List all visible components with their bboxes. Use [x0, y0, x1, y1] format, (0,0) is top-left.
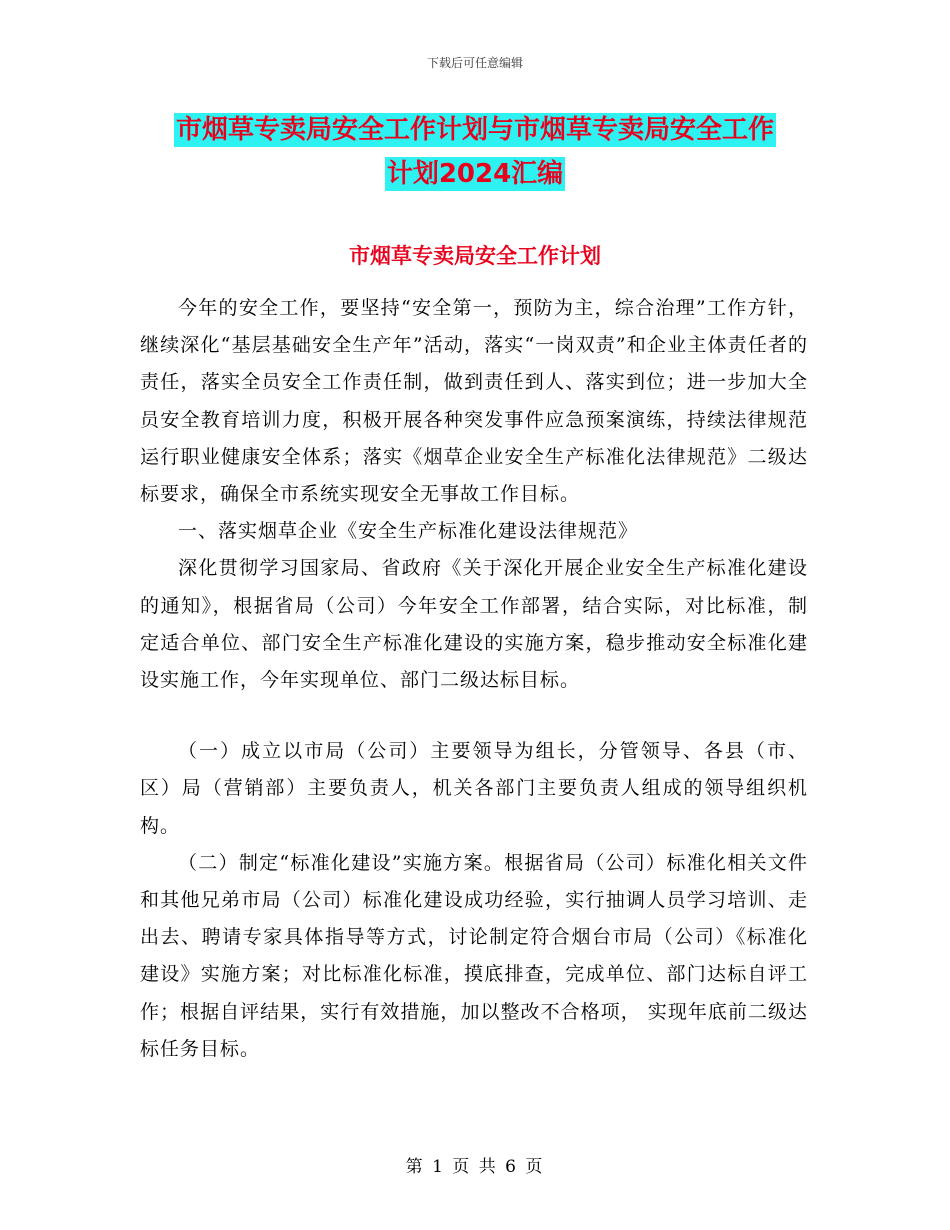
document-title: [140, 108, 810, 196]
section-title: 市烟草专卖局安全工作计划: [349, 244, 601, 268]
page-header-note: 下载后可任意编辑: [426, 56, 523, 70]
document-title-line-2: 计划2024汇编: [386, 159, 564, 189]
heading-section-1: 一、落实烟草企业《安全生产标准化建设法律规范》: [178, 520, 639, 543]
paragraph-intro: 今年的安全工作，要坚持“安全第一，预防为主，综合治理”工作方针，继续深化“基层基础安全生产年”活动，落实“一岗双责”和企业主体责任者的责任，落实全员安全工作责任制，做到责任到人、落实到位；进一步加大全员安全教育培训力度，积极开展各种突发事件应急预案演练，持续法律规范运行职业健康安全体系；落实《烟草企业安全生产标准化法律规范》二级达标要求，确保全市系统实现安全无事故工作目标。: [140, 297, 808, 506]
document-title-line-1: 市烟草专卖局安全工作计划与市烟草专卖局安全工作: [175, 115, 774, 145]
paragraph-item-2: （二）制定“标准化建设”实施方案。根据省局（公司）标准化相关文件和其他兄弟市局（公司）标准化建设成功经验，实行抽调人员学习培训、走出去、聘请专家具体指导等方式，讨论制定符合烟台市局（公司）《标准化建设》实施方案；对比标准化标准，摸底排查，完成单位、部门达标自评工作；根据自评结果，实行有效措施，加以整改不合格项， 实现年底前二级达标任务目标。: [140, 851, 808, 1060]
page-footer: 第 1 页 共 6 页: [405, 1157, 545, 1177]
document-body: [140, 290, 808, 1068]
paragraph-section-1: 深化贯彻学习国家局、省政府《关于深化开展企业安全生产标准化建设的通知》，根据省局（公司）今年安全工作部署，结合实际，对比标准，制定适合单位、部门安全生产标准化建设的实施方案，稳步推动安全标准化建设实施工作，今年实现单位、部门二级达标目标。: [140, 557, 808, 692]
paragraph-item-1: （一）成立以市局（公司）主要领导为组长，分管领导、各县（市、区）局（营销部）主要负责人，机关各部门主要负责人组成的领导组织机构。: [140, 740, 808, 837]
